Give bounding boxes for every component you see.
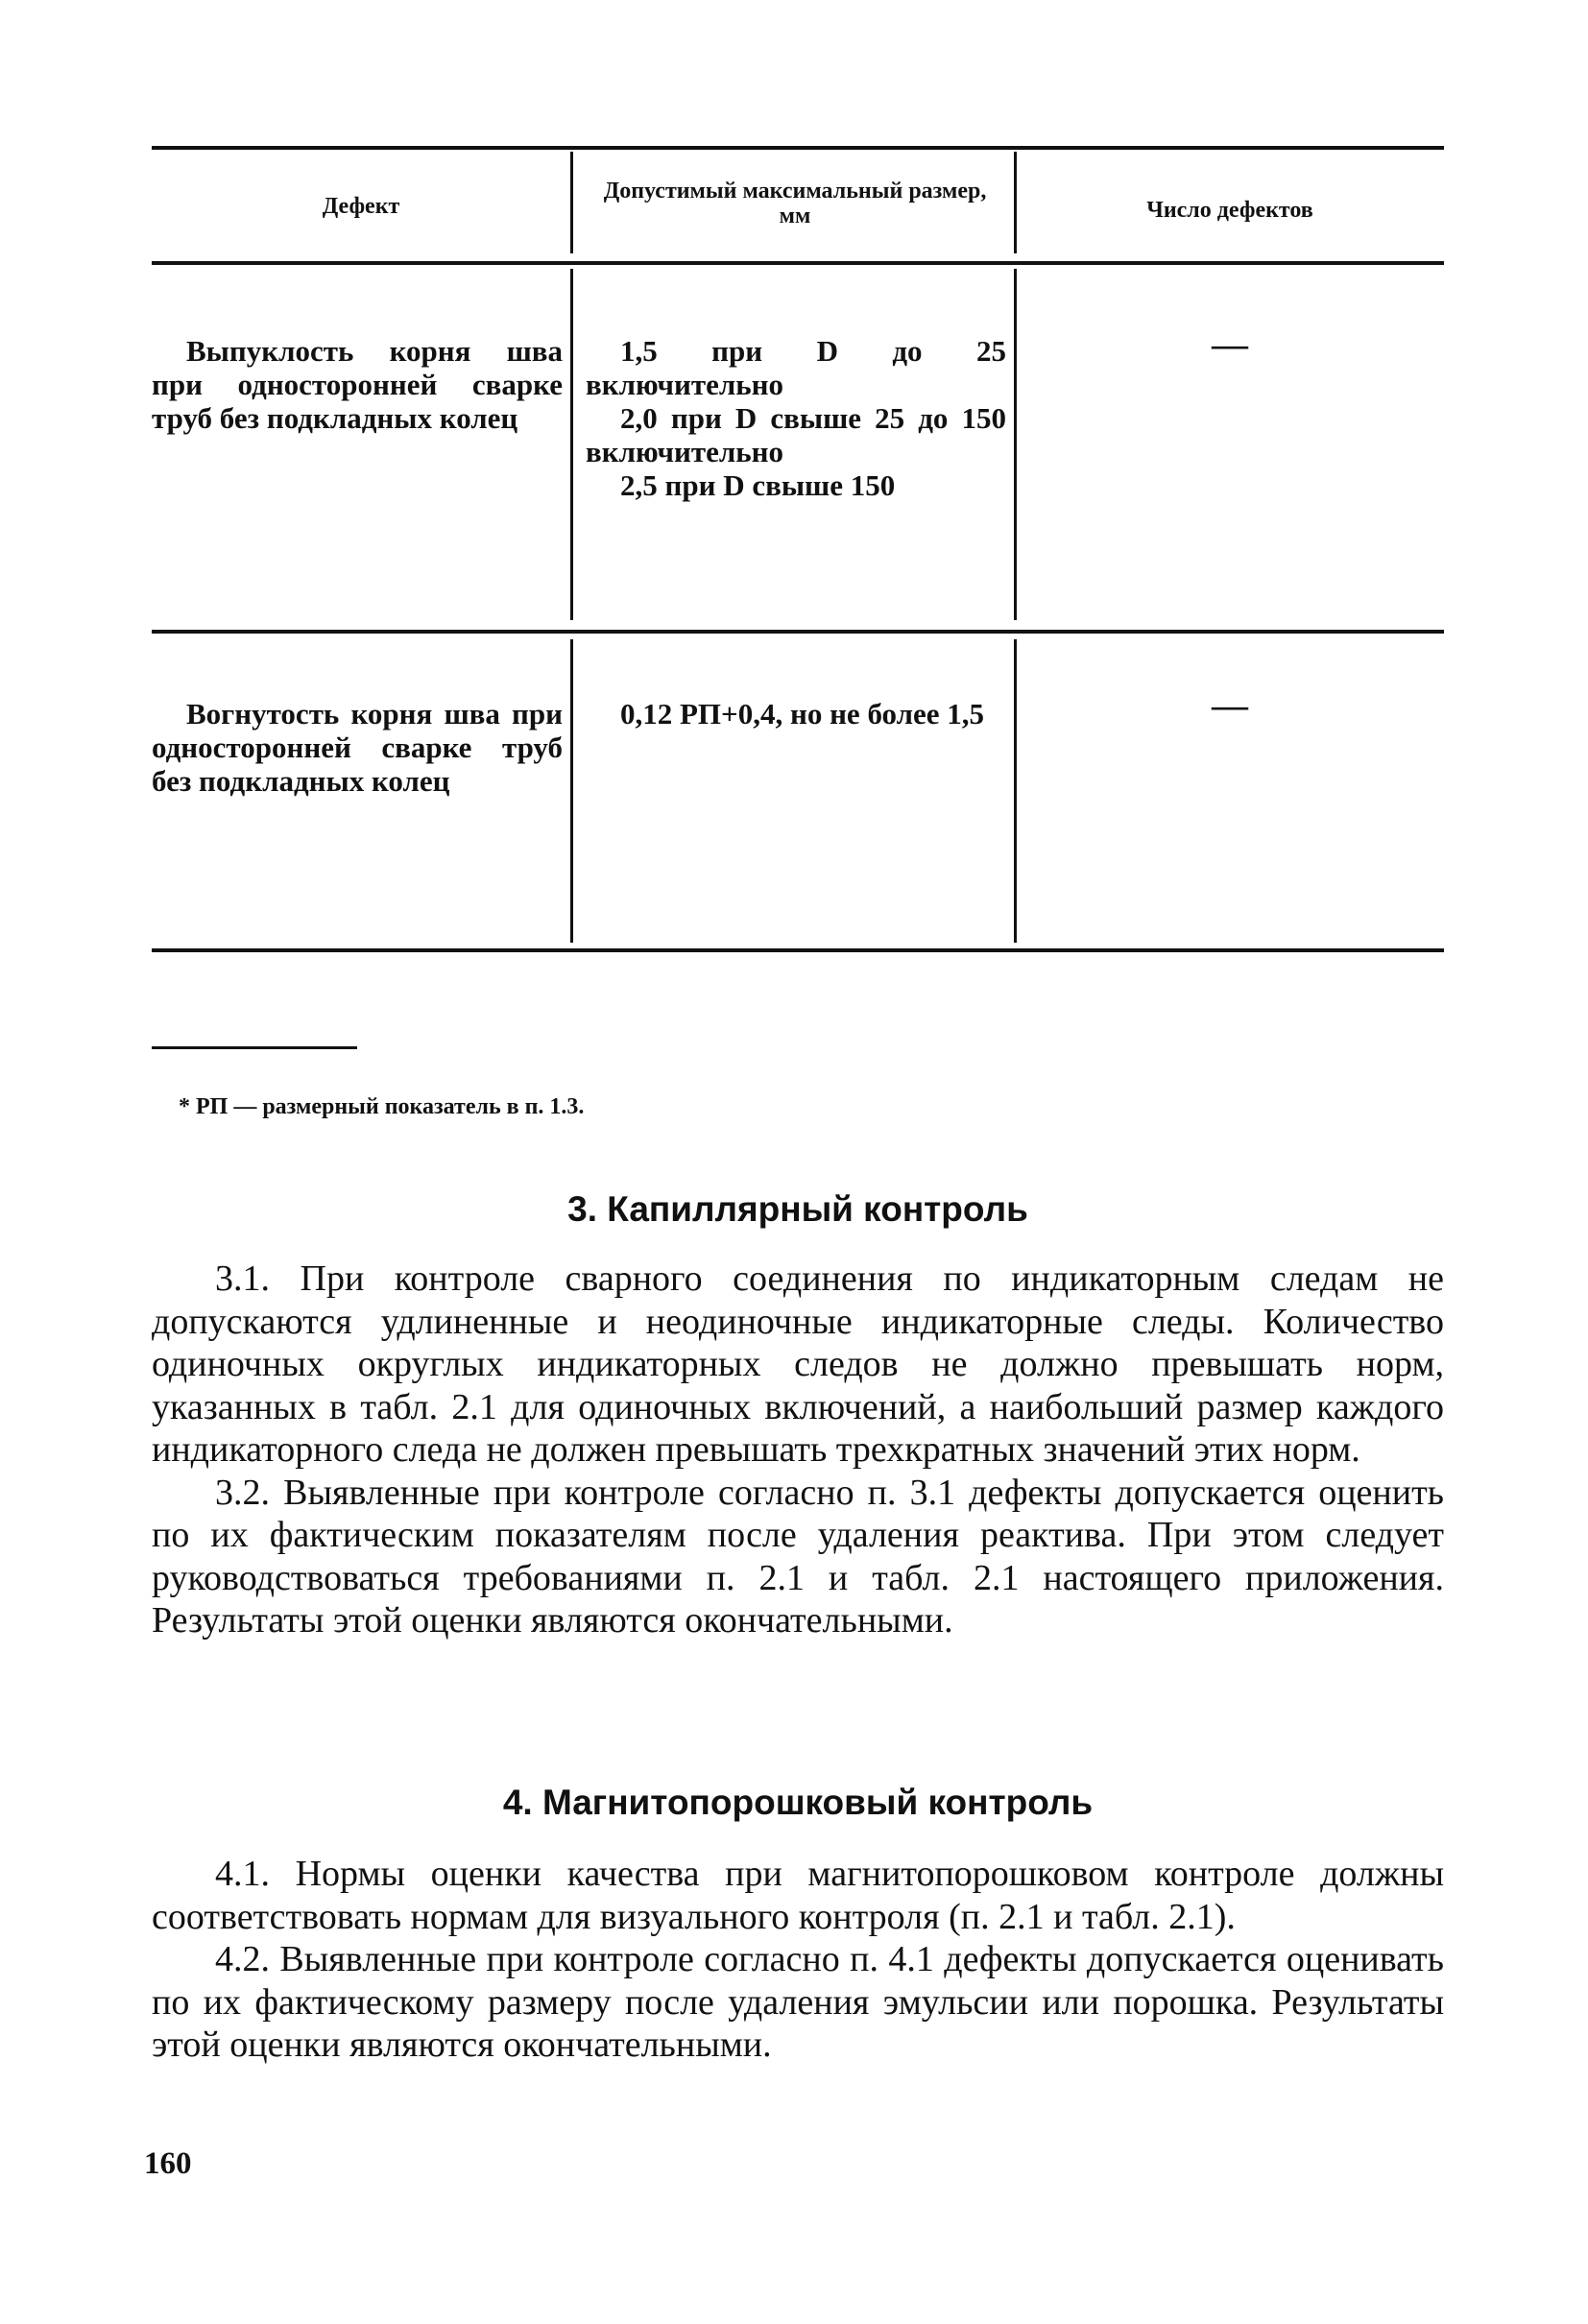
table-header-max-size: Допустимый максимальный размер, мм	[603, 179, 987, 228]
table-row-rule	[152, 630, 1444, 634]
table-col-divider	[570, 639, 573, 943]
section-body-magnetic	[152, 1853, 1444, 2067]
table-bottom-rule	[152, 948, 1444, 952]
table-row-2-count: —	[1212, 685, 1248, 726]
defects-table	[152, 146, 1444, 952]
table-header-rule	[152, 261, 1444, 265]
page-number: 160	[144, 2146, 192, 2181]
footnote-rule	[152, 1046, 357, 1049]
size-line: 1,5 при D до 25 включительно	[586, 334, 1006, 401]
table-col-divider	[1014, 639, 1017, 943]
paragraph-4-1: 4.1. Нормы оценки качества при магнитопорошковом контроле должны соответствовать нормам для визуального контроля (п. 2.1 и табл. 2.1).	[152, 1854, 1444, 1937]
section-title-capillary: 3. Капиллярный контроль	[567, 1189, 1028, 1229]
table-col-divider	[570, 152, 573, 253]
table-col-divider	[570, 269, 573, 620]
table-header-defect: Дефект	[322, 194, 400, 219]
table-row-1-count: —	[1212, 324, 1248, 365]
paragraph-3-1: 3.1. При контроле сварного соединения по индикаторным следам не допускаются удлиненные и неодиночные индикаторные следы. Количество одиночных округлых индикаторных следов не должно превышать норм, указанных в табл. 2.1 для одиночных включений, а наибольший размер каждого индикаторного следа не должен превышать трехкратных значений этих норм.	[152, 1258, 1444, 1470]
table-row-2-defect: Вогнутость корня шва при односторонней сварке труб без подкладных колец	[152, 697, 563, 798]
table-col-divider	[1014, 269, 1017, 620]
table-row-1-defect: Выпуклость корня шва при односторонней сварке труб без подкладных колец	[152, 334, 563, 435]
section-body-capillary	[152, 1258, 1444, 1642]
table-top-rule	[152, 146, 1444, 150]
paragraph-3-2: 3.2. Выявленные при контроле согласно п. 3.1 дефекты допускается оценить по их фактическим показателям после удаления реактива. При этом следует руководствоваться требованиями п. 2.1 и табл. 2.1 настоящего приложения. Результаты этой оценки являются окончательными.	[152, 1472, 1444, 1641]
table-row-1-size	[586, 334, 1006, 502]
size-line: 2,5 при D свыше 150	[620, 468, 896, 502]
size-line: 2,0 при D свыше 25 до 150 включительно	[586, 401, 1006, 468]
size-line: 0,12 РП+0,4, но не более 1,5	[620, 697, 985, 731]
paragraph-4-2: 4.2. Выявленные при контроле согласно п. 4.1 дефекты допускается оценивать по их фактическому размеру после удаления эмульсии или порошка. Результаты этой оценки являются окончательными.	[152, 1939, 1444, 2065]
table-header-count: Число дефектов	[1146, 198, 1313, 223]
section-title-magnetic: 4. Магнитопорошковый контроль	[502, 1783, 1094, 1822]
footnote: * РП — размерный показатель в п. 1.3.	[179, 1094, 585, 1119]
table-row-2-size	[586, 697, 1006, 731]
